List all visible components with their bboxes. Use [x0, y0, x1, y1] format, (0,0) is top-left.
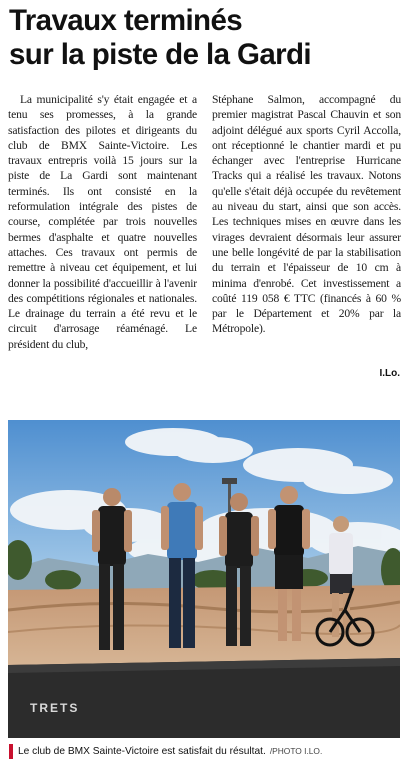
- photo-caption: [18, 744, 402, 759]
- article-column-left: [8, 92, 197, 352]
- article-headline: [9, 4, 401, 72]
- body-text-right: Stéphane Salmon, accompagné du premier magistrat Pascal Chauvin et son adjoint délégué aux sports Cyril Accolla, ont réceptionné le chantier mardi et pu échanger avec l'entreprise Hurricane Tracks qui a réalisé les travaux. Notons qu'elle s'était déjà occupée du revêtement au niveau du start, ainsi que son accès. Les techniques mises en œuvre dans les virages devraient désormais leur assurer une belle longévité de par la stabilisation du terrain et l'épaisseur de 10 cm à minima d'enrobé. Cet investissement a coûté 119 058 € TTC (financés à 60 % par le Département et 20% par la Métropole).: [212, 93, 401, 336]
- author-byline: I.Lo.: [379, 368, 400, 379]
- headline-line-2: sur la piste de la Gardi: [9, 38, 312, 71]
- article-photo: [8, 420, 400, 738]
- article-column-right: [212, 92, 401, 337]
- photo-credit: /PHOTO I.LO.: [269, 746, 323, 756]
- headline-line-1: Travaux terminés: [9, 4, 243, 37]
- painted-wall-text: TRETS: [30, 701, 80, 715]
- caption-accent-bar: [9, 744, 13, 759]
- caption-text: Le club de BMX Sainte-Victoire est satisfait du résultat.: [18, 746, 266, 757]
- body-text-left: La municipalité s'y était engagée et a tenu ses promesses, à la grande satisfaction des pilotes et dirigeants du club de BMX Sainte-Victoire. Les travaux entrepris voilà 15 jours sur la piste de La Gardi sont maintenant terminés. Ils ont consisté en la reformulation intégrale des pistes de course, complétée par trois nouvelles bermes d'asphalte et quatre nouvelles attaches. Ces travaux ont permis de remettre à niveau cet équipement, et lui donner la possibilité d'accueillir à l'avenir des compétitions régionales et nationales. Le drainage du terrain a été revu et le circuit d'arrosage réaménagé. Le président du club,: [8, 93, 197, 351]
- photo-illustration: [8, 420, 400, 738]
